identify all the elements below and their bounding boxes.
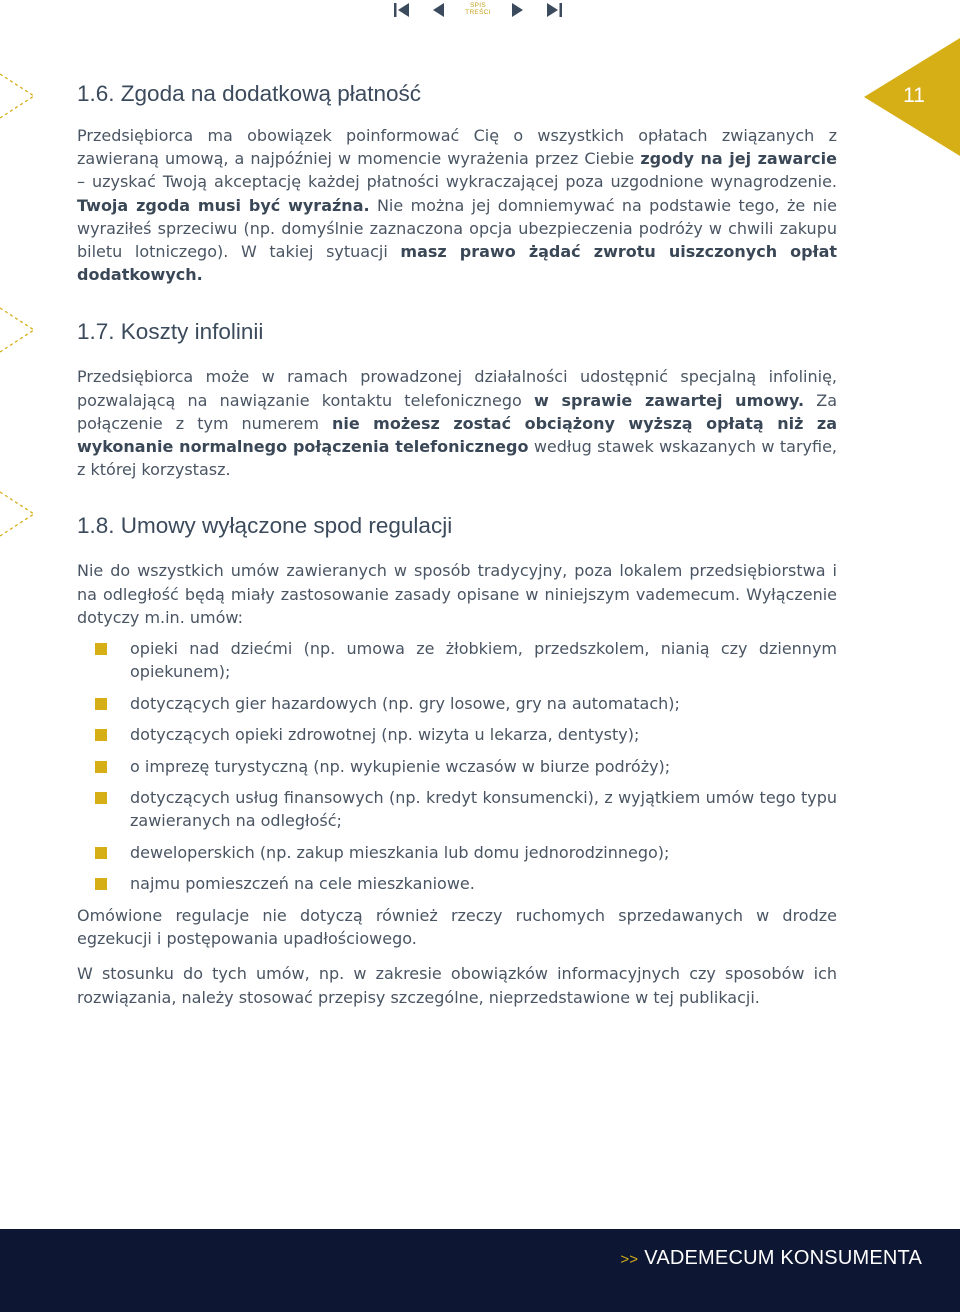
list-item-text: o imprezę turystyczną (np. wykupienie wczasów w biurze podróży); — [130, 756, 671, 776]
list-item — [77, 786, 837, 832]
bullet-square-icon — [95, 792, 107, 804]
list-item-text: dotyczących opieki zdrowotnej (np. wizyta u lekarza, dentysty); — [130, 725, 640, 745]
section-number: 1.8. — [77, 513, 115, 539]
section-paragraph — [77, 365, 837, 481]
list-item — [77, 872, 837, 895]
bullet-square-icon — [95, 698, 107, 710]
toc-label-line1: SPIS — [469, 2, 486, 9]
list-item — [77, 841, 837, 864]
table-of-contents-button[interactable] — [456, 2, 500, 16]
bullet-square-icon — [95, 878, 107, 890]
list-item — [77, 723, 837, 746]
bullet-square-icon — [95, 729, 107, 741]
emphasis-text: zgody na jej zawarcie — [640, 149, 837, 169]
section-heading — [77, 316, 837, 348]
emphasis-text: w sprawie zawartej umowy. — [534, 390, 805, 410]
list-item-text: opieki nad dziećmi (np. umowa ze żłobkiem, przedszkolem, nianią czy dziennym opiekunem); — [130, 639, 837, 682]
page-navigation — [386, 0, 572, 22]
closing-paragraph: W stosunku do tych umów, np. w zakresie obowiązków informacyjnych czy sposobów ich rozwiązania, należy stosować przepisy szczególne, nieprzedstawione w tej publikacji. — [77, 964, 837, 1007]
section-title: Koszty infolinii — [120, 319, 264, 345]
publication-title: VADEMECUM KONSUMENTA — [644, 1247, 922, 1269]
text-run: – uzyskać Twoją akceptację każdej płatności wykraczającej poza uzgodnione wynagrodzenie. — [77, 172, 837, 192]
footer-arrows: >> — [620, 1251, 639, 1268]
section-paragraph: Nie do wszystkich umów zawieranych w sposób tradycyjny, poza lokalem przedsiębiorstwa i na odległość będą miały zastosowanie zasady opisane w niniejszym vademecum. Wyłączenie dotyczy m.in. umów: — [77, 561, 837, 627]
section-title: Zgoda na dodatkową płatność — [120, 81, 422, 106]
bullet-square-icon — [95, 847, 107, 859]
decorative-chevron — [0, 304, 40, 364]
bullet-square-icon — [95, 761, 107, 773]
list-item-text: deweloperskich (np. zakup mieszkania lub domu jednorodzinnego); — [130, 842, 670, 862]
next-page-icon[interactable] — [510, 3, 526, 17]
decorative-chevron — [0, 70, 40, 130]
text-run: Przedsiębiorca ma obowiązek poinformować Cię o wszystkich opłatach związanych z zawieraną umową, a najpóźniej w momencie wyrażenia przez Ciebie — [77, 126, 837, 169]
emphasis-text: nie możesz zostać obciążony wyższą opłatą niż za wykonanie normalnego połączenia telefonicznego — [77, 413, 838, 457]
last-page-icon[interactable] — [546, 3, 562, 17]
section-heading — [77, 78, 837, 110]
excluded-contracts-list — [77, 637, 837, 896]
section-heading — [77, 510, 837, 542]
list-item — [77, 692, 837, 715]
page-content — [77, 78, 837, 1009]
page-number: 11 — [903, 84, 925, 107]
text-run: Nie można jej domniemywać na podstawie tego, że nie wyraziłeś sprzeciwu (np. domyślnie zaznaczona opcja ubezpieczenia podróży w chwili zakupu biletu lotniczego). W takiej sytuacji — [77, 195, 838, 262]
emphasis-text: masz prawo żądać zwrotu uiszczonych opłat dodatkowych. — [77, 242, 838, 285]
list-item-text: dotyczących gier hazardowych (np. gry losowe, gry na automatach); — [130, 693, 680, 713]
bullet-square-icon — [95, 643, 107, 655]
list-item — [77, 755, 837, 778]
list-item — [77, 637, 837, 683]
closing-paragraph: Omówione regulacje nie dotyczą również rzeczy ruchomych sprzedawanych w drodze egzekucji i postępowania upadłościowego. — [77, 905, 837, 949]
decorative-chevron — [0, 488, 40, 548]
section-number: 1.7. — [77, 319, 115, 345]
page-footer — [0, 1229, 960, 1312]
footer-title — [620, 1247, 922, 1270]
emphasis-text: Twoja zgoda musi być wyraźna. — [77, 195, 370, 215]
text-run: Za połączenie z tym numerem — [77, 390, 838, 433]
toc-label-line2: TREŚCI — [465, 9, 491, 16]
first-page-icon[interactable] — [394, 3, 410, 17]
section-title: Umowy wyłączone spod regulacji — [120, 513, 453, 539]
text-run: Przedsiębiorca może w ramach prowadzonej działalności udostępnić specjalną infolinię, pozwalającą na nawiązanie kontaktu telefonicznego — [77, 367, 837, 410]
section-paragraph — [77, 124, 837, 286]
list-item-text: najmu pomieszczeń na cele mieszkaniowe. — [130, 874, 475, 894]
section-number: 1.6. — [77, 81, 115, 106]
list-item-text: dotyczących usług finansowych (np. kredyt konsumencki), z wyjątkiem umów tego typu zawieranych na odległość; — [130, 788, 837, 831]
text-run: według stawek wskazanych w taryfie, z której korzystasz. — [77, 437, 837, 480]
prev-page-icon[interactable] — [430, 3, 446, 17]
